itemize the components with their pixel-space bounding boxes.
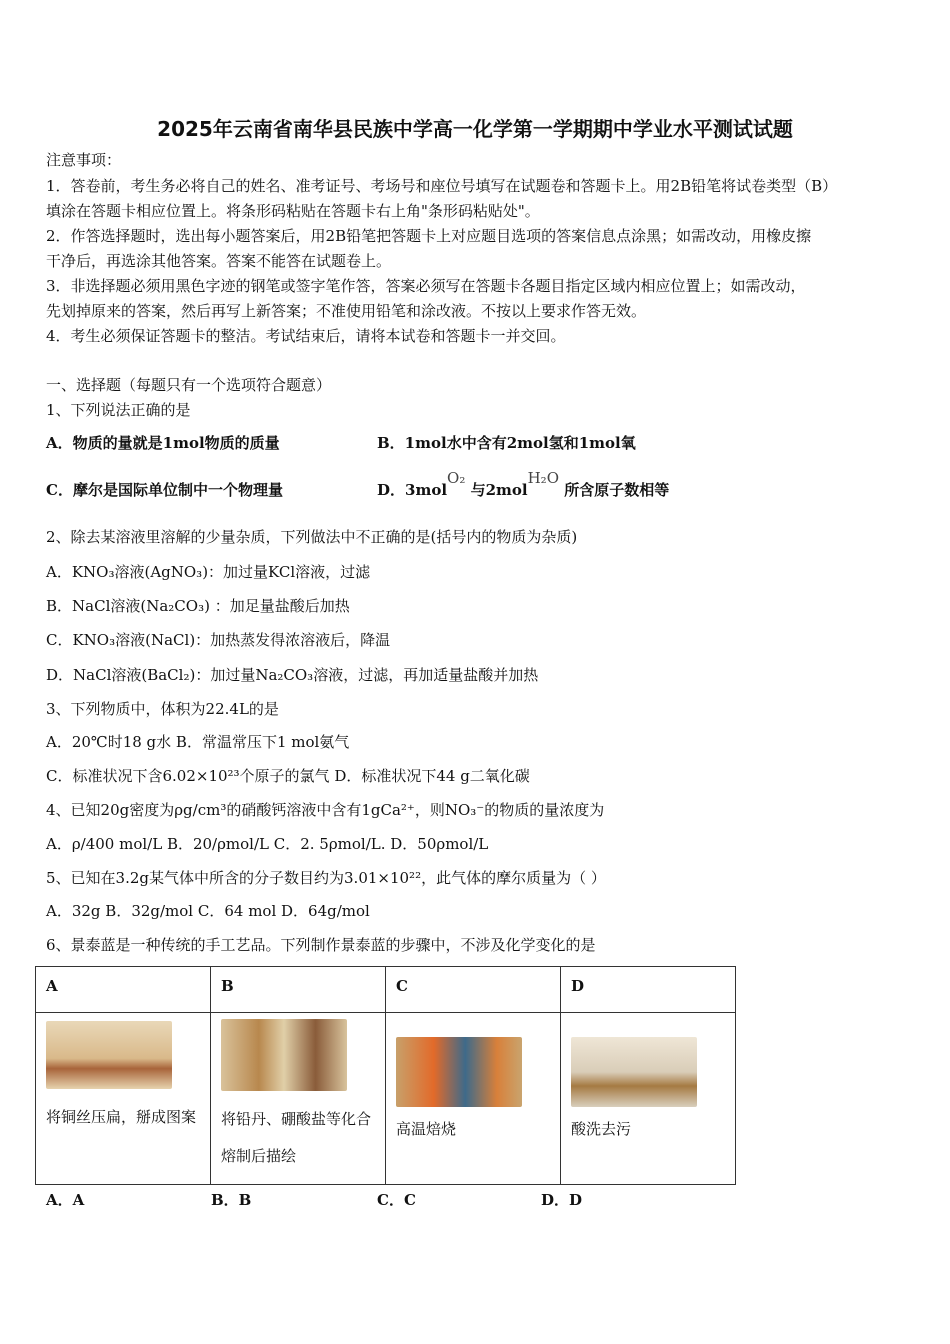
q3-options-cd: C．标准状况下含6.02×10²³个原子的氯气 D．标准状况下44 g二氧化碳	[46, 767, 530, 785]
text: 所含原子数相等	[564, 481, 670, 499]
caption: 酸洗去污	[571, 1120, 632, 1138]
q6-option-d: D．D	[541, 1191, 583, 1209]
q3-options-ab: A．20℃时18 g水 B．常温常压下1 mol氨气	[46, 733, 350, 751]
q4-stem: 4、已知20g密度为ρg/cm³的硝酸钙溶液中含有1gCa²⁺，则NO₃⁻的物质的量浓度为	[46, 801, 605, 819]
q6-option-a: A．A	[46, 1191, 85, 1209]
q3-stem: 3、下列物质中，体积为22.4L的是	[46, 700, 279, 718]
craft-image-firing	[396, 1037, 522, 1107]
note-line: 4．考生必须保证答题卡的整洁。考试结束后，请将本试卷和答题卡一并交回。	[46, 327, 566, 345]
formula-o2: O₂	[447, 469, 466, 487]
q5-options: A．32g B．32g/mol C．64 mol D．64g/mol	[46, 902, 370, 920]
q6-table	[35, 966, 736, 1185]
col-header: B	[211, 967, 386, 1013]
q1-stem: 1、下列说法正确的是	[46, 401, 191, 419]
note-line: 填涂在答题卡相应位置上。将条形码粘贴在答题卡右上角"条形码粘贴处"。	[46, 202, 540, 220]
cell-a	[36, 1013, 211, 1185]
q4-options: A．ρ/400 mol/L B．20/ρmol/L C．2. 5ρmol/L. D．50ρmol/L	[46, 835, 489, 853]
col-header: A	[36, 967, 211, 1013]
craft-image-flattening	[46, 1021, 172, 1089]
q2-stem: 2、除去某溶液里溶解的少量杂质，下列做法中不正确的是(括号内的物质为杂质)	[46, 528, 578, 546]
q6-stem: 6、景泰蓝是一种传统的手工艺品。下列制作景泰蓝的步骤中，不涉及化学变化的是	[46, 936, 596, 954]
q1-option-b: B．1mol水中含有2mol氢和1mol氧	[377, 434, 636, 452]
caption: 高温焙烧	[396, 1120, 457, 1138]
col-header: C	[386, 967, 561, 1013]
col-header: D	[561, 967, 736, 1013]
q2-option-a: A．KNO₃溶液(AgNO₃)：加过量KCl溶液，过滤	[46, 563, 371, 581]
cell-c	[386, 1013, 561, 1185]
page-title: 2025年云南省南华县民族中学高一化学第一学期期中学业水平测试试题	[157, 117, 793, 141]
note-line: 干净后，再选涂其他答案。答案不能答在试题卷上。	[46, 252, 392, 270]
note-line: 1．答卷前，考生务必将自己的姓名、准考证号、考场号和座位号填写在试题卷和答题卡上。用2B铅笔将试卷类型（B）	[46, 177, 838, 195]
section-heading: 一、选择题（每题只有一个选项符合题意）	[46, 376, 332, 394]
q6-option-b: B．B	[211, 1191, 252, 1209]
formula-h2o: H₂O	[527, 469, 559, 487]
caption: 将铅丹、硼酸盐等化合熔制后描绘	[221, 1110, 372, 1165]
craft-image-melting	[221, 1019, 347, 1091]
notes-heading: 注意事项：	[46, 151, 122, 169]
q1-option-d	[377, 469, 670, 500]
text: 与2mol	[470, 481, 528, 499]
q2-option-b: B．NaCl溶液(Na₂CO₃) ：加足量盐酸后加热	[46, 597, 350, 615]
note-line: 先划掉原来的答案，然后再写上新答案；不准使用铅笔和涂改液。不按以上要求作答无效。	[46, 302, 647, 320]
q1-option-c: C．摩尔是国际单位制中一个物理量	[46, 481, 283, 499]
q2-option-d: D．NaCl溶液(BaCl₂)：加过量Na₂CO₃溶液，过滤，再加适量盐酸并加热	[46, 666, 539, 684]
craft-image-pickling	[571, 1037, 697, 1107]
q6-option-c: C．C	[377, 1191, 416, 1209]
cell-b	[211, 1013, 386, 1185]
q5-stem: 5、已知在3.2g某气体中所含的分子数目约为3.01×10²²，此气体的摩尔质量为（ ）	[46, 869, 606, 887]
note-line: 3．非选择题必须用黑色字迹的钢笔或签字笔作答，答案必须写在答题卡各题目指定区域内相应位置上；如需改动，	[46, 277, 806, 295]
caption: 将铜丝压扁，掰成图案	[46, 1108, 197, 1126]
note-line: 2．作答选择题时，选出每小题答案后，用2B铅笔把答题卡上对应题目选项的答案信息点涂黑；如需改动，用橡皮擦	[46, 227, 812, 245]
text: D．3mol	[377, 481, 448, 499]
q2-option-c: C．KNO₃溶液(NaCl)：加热蒸发得浓溶液后，降温	[46, 631, 391, 649]
cell-d	[561, 1013, 736, 1185]
q1-option-a: A．物质的量就是1mol物质的质量	[46, 434, 280, 452]
